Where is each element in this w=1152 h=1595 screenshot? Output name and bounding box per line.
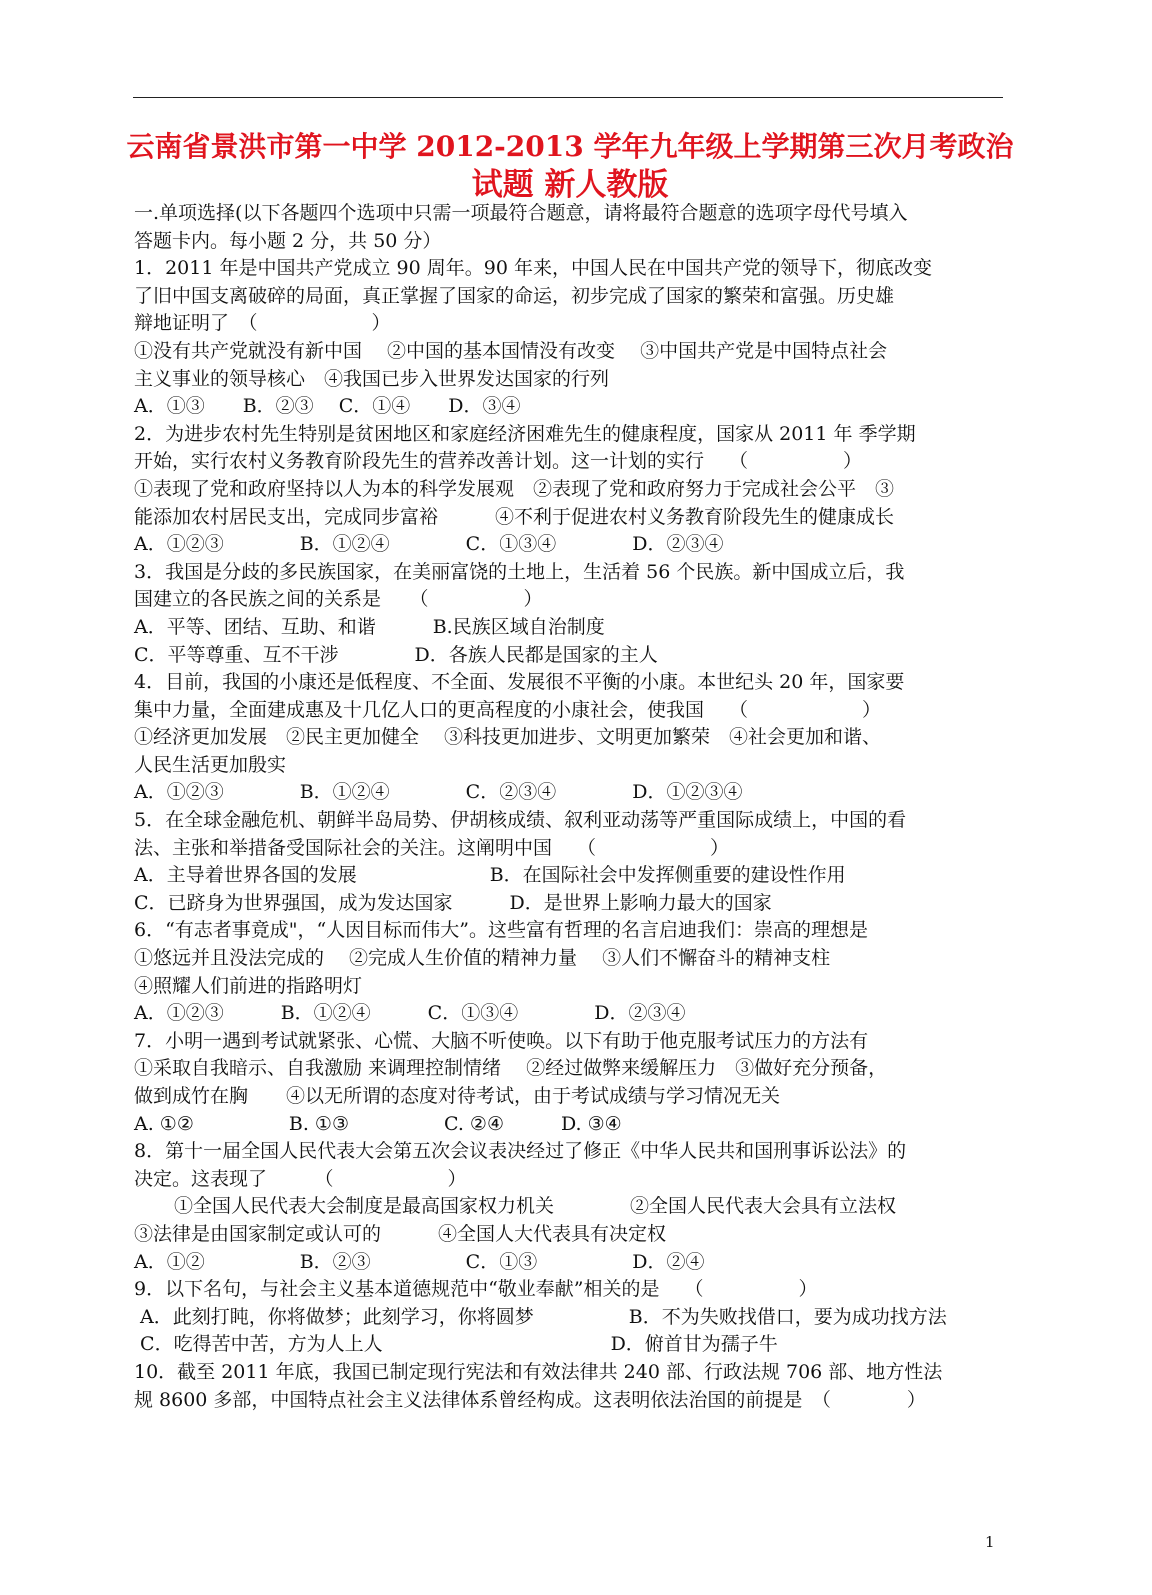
document-title-line-2: 试题 新人教版 (471, 167, 669, 203)
text-line: ①表现了党和政府坚持以人为本的科学发展观 ②表现了党和政府努力于完成社会公平 ③ (134, 477, 895, 500)
text-line: 3．我国是分歧的多民族国家，在美丽富饶的土地上，生活着 56 个民族。新中国成立后，我 (134, 560, 905, 583)
text-line: ①没有共产党就没有新中国 ②中国的基本国情没有改变 ③中国共产党是中国特点社会 (134, 339, 888, 362)
text-line: ④照耀人们前进的指路明灯 (134, 974, 363, 997)
text-line: 规 8600 多部，中国特点社会主义法律体系曾经构成。这表明依法治国的前提是 （ ） (134, 1388, 926, 1411)
text-line: 国建立的各民族之间的关系是 （ ） (134, 588, 543, 611)
text-line: ①经济更加发展 ②民主更加健全 ③科技更加进步、文明更加繁荣 ④社会更加和谐、 (134, 726, 882, 749)
text-line: 人民生活更加殷实 (134, 753, 287, 776)
text-line: A．平等、团结、互助、和谐 B.民族区域自治制度 (134, 615, 605, 638)
text-line: ①全国人民代表大会制度是最高国家权力机关 ②全国人民代表大会具有立法权 (174, 1195, 897, 1218)
text-line: 一.单项选择(以下各题四个选项中只需一项最符合题意，请将最符合题意的选项字母代号填入 (134, 202, 908, 224)
text-line: A．①②③ B．①②④ C．②③④ D．①②③④ (134, 781, 743, 804)
text-line: 主义事业的领导核心 ④我国已步入世界发达国家的行列 (134, 367, 610, 390)
text-line: A．主导着世界各国的发展 B．在国际社会中发挥侧重要的建设性作用 (134, 864, 846, 887)
text-line: 6．“有志者事竟成"，“人因目标而伟大”。这些富有哲理的名言启迪我们：崇高的理想是 (134, 919, 868, 942)
text-line: C．已跻身为世界强国，成为发达国家 D．是世界上影响力最大的国家 (134, 891, 772, 914)
text-line: C．吃得苦中苦，方为人上人 D．俯首甘为孺子牛 (134, 1333, 778, 1356)
text-line: A．此刻打盹，你将做梦；此刻学习，你将圆梦 B．不为失败找借口，要为成功找方法 (134, 1305, 947, 1328)
text-line: 10．截至 2011 年底，我国已制定现行宪法和有效法律共 240 部、行政法规 706 部、地方性法 (134, 1360, 943, 1383)
text-line: A．①③ B．②③ C．①④ D．③④ (134, 395, 521, 418)
text-line: A．①② B．②③ C．①③ D．②④ (134, 1250, 705, 1273)
text-line: C．平等尊重、互不干涉 D．各族人民都是国家的主人 (134, 643, 658, 666)
text-line: 7．小明一遇到考试就紧张、心慌、大脑不听使唤。以下有助于他克服考试压力的方法有 (134, 1029, 869, 1052)
text-line: ①悠远并且没法完成的 ②完成人生价值的精神力量 ③人们不懈奋斗的精神支柱 (134, 947, 831, 970)
document-title-line-1: 云南省景洪市第一中学 2012-2013 学年九年级上学期第三次月考政治 (126, 130, 1014, 163)
text-line: 9．以下名句，与社会主义基本道德规范中“敬业奉献”相关的是 （ ） (134, 1278, 818, 1301)
text-line: A. ①② B. ①③ C. ②④ D. ③④ (134, 1112, 622, 1135)
text-line: 开始，实行农村义务教育阶段先生的营养改善计划。这一计划的实行 （ ） (134, 450, 863, 473)
text-line: A．①②③ B．①②④ C．①③④ D．②③④ (134, 1002, 686, 1025)
page-number: 1 (985, 1533, 995, 1551)
text-line: 法、主张和举措备受国际社会的关注。这阐明中国 （ ） (134, 836, 730, 859)
text-line: 8．第十一届全国人民代表大会第五次会议表决经过了修正《中华人民共和国刑事诉讼法》的 (134, 1140, 907, 1163)
text-line: ③法律是由国家制定或认可的 ④全国人大代表具有决定权 (134, 1222, 667, 1245)
text-line: 决定。这表现了 （ ） (134, 1167, 467, 1190)
text-line: 答题卡内。每小题 2 分，共 50 分） (134, 229, 442, 252)
text-line: 做到成竹在胸 ④以无所谓的态度对待考试，由于考试成绩与学习情况无关 (134, 1085, 781, 1107)
text-line: A．①②③ B．①②④ C．①③④ D．②③④ (134, 533, 724, 556)
text-line: 能添加农村居民支出，完成同步富裕 ④不利于促进农村义务教育阶段先生的健康成长 (134, 505, 895, 528)
text-line: 1．2011 年是中国共产党成立 90 周年。90 年来，中国人民在中国共产党的领导下，彻底改变 (134, 257, 932, 280)
text-line: 4．目前，我国的小康还是低程度、不全面、发展很不平衡的小康。本世纪头 20 年，国家要 (134, 671, 905, 694)
header-rule (133, 97, 1003, 98)
text-line: 2．为进步农村先生特别是贫困地区和家庭经济困难先生的健康程度，国家从 2011 年 季学期 (134, 422, 916, 445)
text-line: 集中力量，全面建成惠及十几亿人口的更高程度的小康社会，使我国 （ ） (134, 698, 882, 721)
text-line: ①采取自我暗示、自我激励 来调理控制情绪 ②经过做弊来缓解压力 ③做好充分预备， (134, 1057, 888, 1080)
text-line: 辩地证明了 （ ） (134, 312, 391, 335)
text-line: 了旧中国支离破碎的局面，真正掌握了国家的命运，初步完成了国家的繁荣和富强。历史雄 (134, 284, 895, 307)
document-body (134, 200, 1014, 1414)
text-line: 5．在全球金融危机、朝鲜半岛局势、伊胡核成绩、叙利亚动荡等严重国际成绩上，中国的看 (134, 809, 907, 832)
